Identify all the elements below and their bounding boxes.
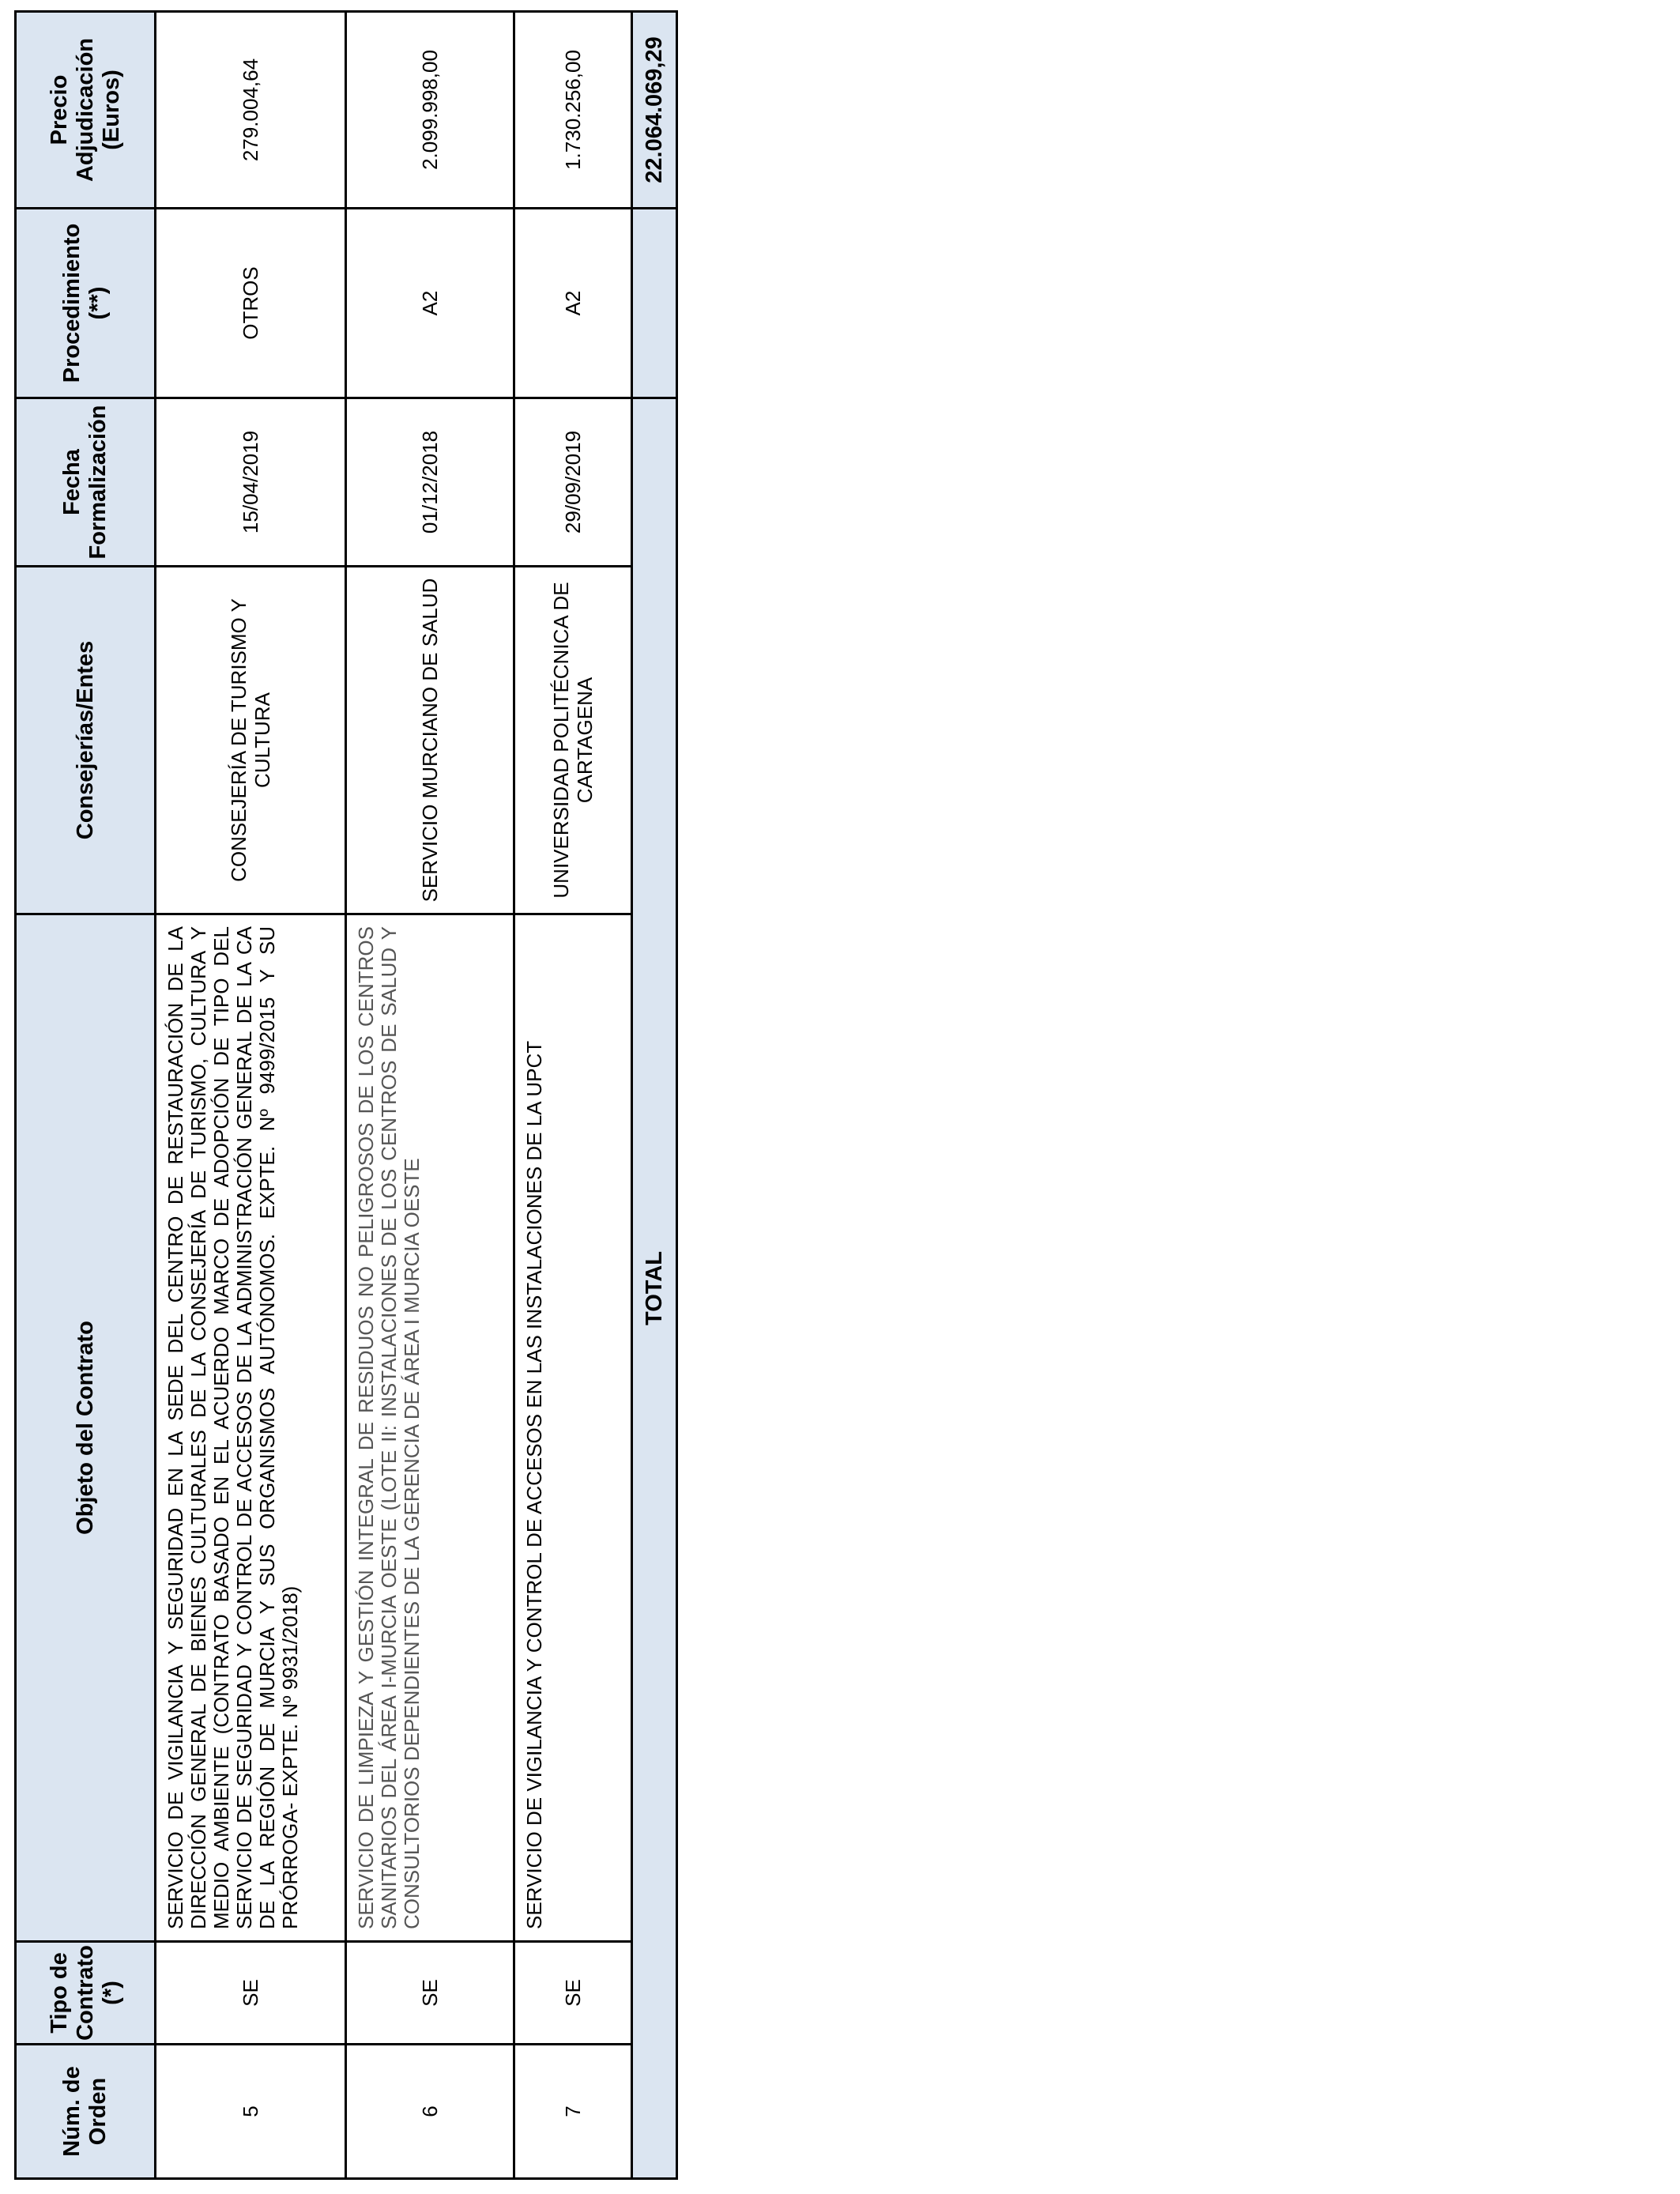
header-num: Núm. de Orden xyxy=(16,2045,156,2179)
total-label: TOTAL xyxy=(632,398,677,2179)
cell-procedimiento: A2 xyxy=(346,209,514,398)
cell-num: 5 xyxy=(156,2045,346,2179)
cell-consejerias: UNIVERSIDAD POLITÉCNICA DE CARTAGENA xyxy=(514,567,632,914)
table-row xyxy=(156,12,346,2179)
header-precio: Precio Adjudicación (Euros) xyxy=(16,12,156,209)
cell-fecha: 29/09/2019 xyxy=(514,398,632,567)
total-value: 22.064.069,29 xyxy=(632,12,677,209)
header-objeto: Objeto del Contrato xyxy=(16,914,156,1942)
cell-consejerias: SERVICIO MURCIANO DE SALUD xyxy=(346,567,514,914)
cell-fecha: 15/04/2019 xyxy=(156,398,346,567)
header-consejerias: Consejerías/Entes xyxy=(16,567,156,914)
cell-objeto: SERVICIO DE VIGILANCIA Y CONTROL DE ACCESOS EN LAS INSTALACIONES DE LA UPCT xyxy=(514,914,632,1942)
contracts-table xyxy=(14,10,678,2180)
cell-objeto: SERVICIO DE VIGILANCIA Y SEGURIDAD EN LA SEDE DEL CENTRO DE RESTAURACIÓN DE LA DIRECCIÓN GENERAL DE BIENES CULTURALES DE LA CONSEJERÍA DE TURISMO, CULTURA Y MEDIO AMBIENTE (CONTRATO BASADO EN EL ACUERDO MARCO DE ADOPCIÓN DE TIPO DEL SERVICIO DE SEGURIDAD Y CONTROL DE ACCESOS DE LA ADMINISTRACIÓN GENERAL DE LA CA DE LA REGIÓN DE MURCIA Y SUS ORGANISMOS AUTÓNOMOS. EXPTE. Nº 9499/2015 Y SU PRÓRROGA- EXPTE. Nº 9931/2018) xyxy=(156,914,346,1942)
header-tipo: Tipo de Contrato (*) xyxy=(16,1942,156,2045)
cell-precio: 1.730.256,00 xyxy=(514,12,632,209)
cell-objeto: SERVICIO DE LIMPIEZA Y GESTIÓN INTEGRAL DE RESIDUOS NO PELIGROSOS DE LOS CENTROS SANITARIOS DEL ÁREA I-MURCIA OESTE (LOTE II: INSTALACIONES DE LOS CENTROS DE SALUD Y CONSULTORIOS DEPENDIENTES DE LA GERENCIA DE ÁREA I MURCIA OESTE xyxy=(346,914,514,1942)
cell-procedimiento: A2 xyxy=(514,209,632,398)
cell-num: 7 xyxy=(514,2045,632,2179)
cell-precio: 279.004,64 xyxy=(156,12,346,209)
header-fecha: Fecha Formalización xyxy=(16,398,156,567)
total-empty-cell xyxy=(632,209,677,398)
header-procedimiento: Procedimiento (**) xyxy=(16,209,156,398)
cell-tipo: SE xyxy=(514,1942,632,2045)
cell-consejerias: CONSEJERÍA DE TURISMO Y CULTURA xyxy=(156,567,346,914)
rotated-page xyxy=(14,13,667,2180)
cell-precio: 2.099.998,00 xyxy=(346,12,514,209)
table-row xyxy=(346,12,514,2179)
cell-procedimiento: OTROS xyxy=(156,209,346,398)
header-row xyxy=(16,12,156,2179)
cell-tipo: SE xyxy=(346,1942,514,2045)
cell-fecha: 01/12/2018 xyxy=(346,398,514,567)
cell-tipo: SE xyxy=(156,1942,346,2045)
total-row xyxy=(632,12,677,2179)
cell-num: 6 xyxy=(346,2045,514,2179)
table-row xyxy=(514,12,632,2179)
